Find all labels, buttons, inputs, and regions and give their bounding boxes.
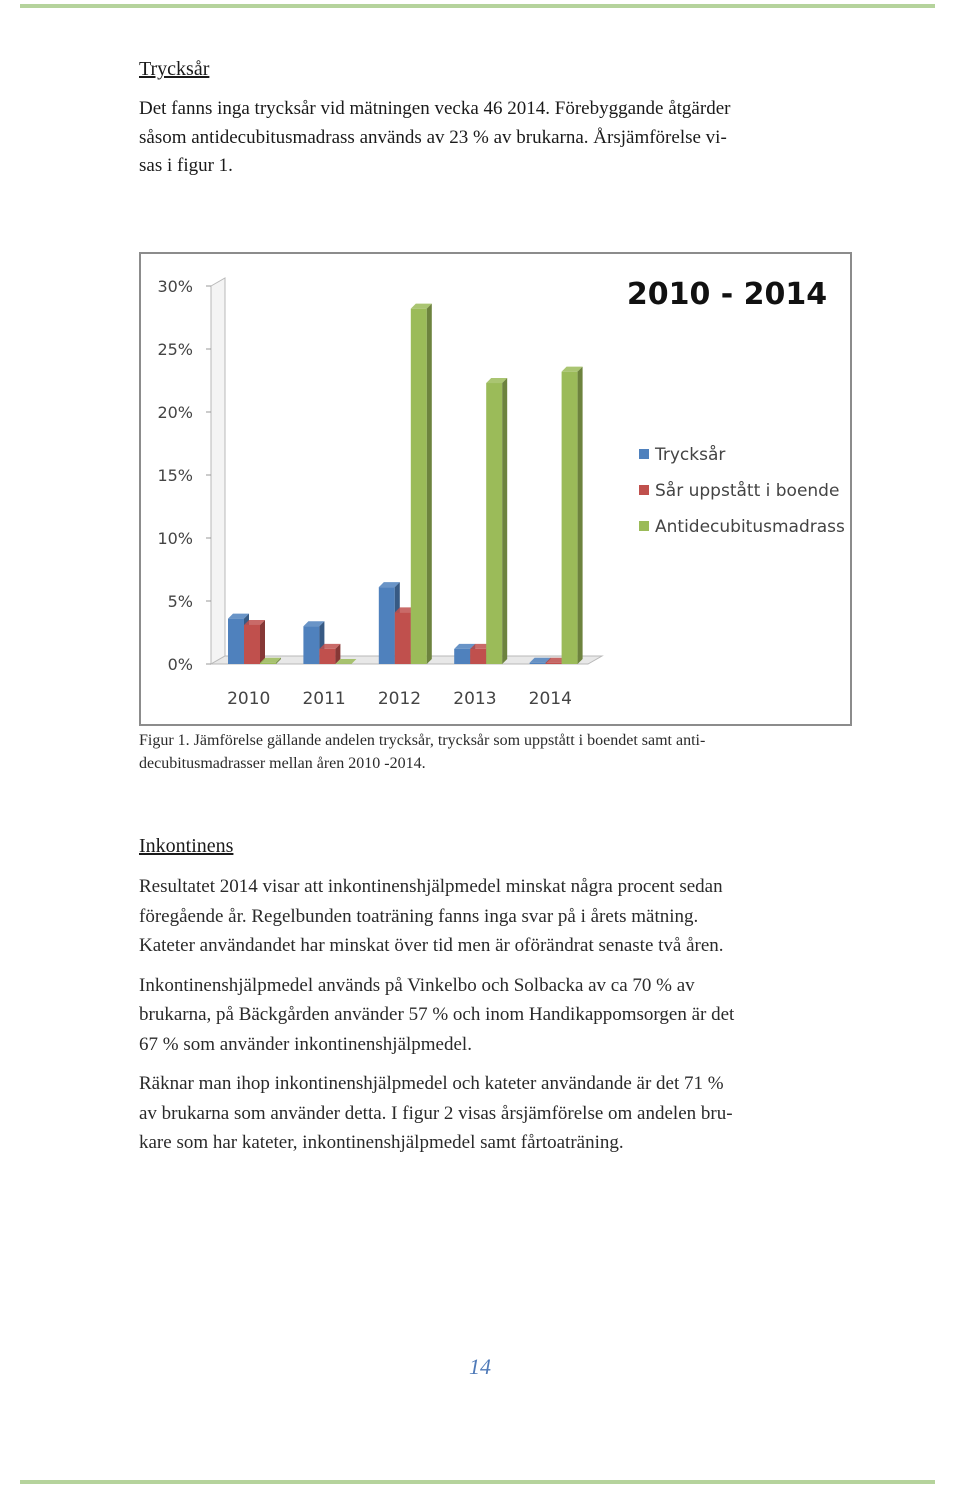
text-line: sas i figur 1. [139, 155, 233, 176]
text-line: såsom antidecubitusmadrass används av 23 % av brukarna. Årsjämförelse vi- [139, 126, 727, 148]
section-heading-inkontinens: Inkontinens [139, 835, 234, 857]
section-heading-trycksar: Trycksår [139, 58, 210, 80]
legend-label: Antidecubitusmadrass [655, 517, 845, 537]
bar [470, 649, 486, 664]
legend-label: Trycksår [655, 445, 726, 465]
y-tick-label: 20% [157, 403, 193, 422]
y-tick-label: 15% [157, 466, 193, 485]
x-tick-label: 2011 [302, 689, 346, 709]
bar [546, 663, 562, 664]
y-tick-label: 30% [157, 277, 193, 296]
x-tick-label: 2012 [377, 689, 422, 709]
y-tick-label: 0% [167, 655, 193, 674]
y-tick-label: 10% [157, 529, 193, 548]
bar [244, 625, 260, 664]
x-tick-label: 2013 [453, 689, 497, 709]
bar [379, 587, 395, 664]
caption-line: Figur 1. Jämförelse gällande andelen trycksår, trycksår som uppstått i boendet samt anti- [139, 732, 706, 749]
bottom-rule [20, 1480, 935, 1484]
bar [228, 619, 244, 664]
text-line: av brukarna som använder detta. I figur 2 visas årsjämförelse om andelen bru- [139, 1102, 733, 1124]
legend-label: Sår uppstått i boende [655, 481, 840, 501]
bar [486, 383, 502, 664]
text-line: Det fanns inga trycksår vid mätningen vecka 46 2014. Förebyggande åtgärder [139, 98, 731, 119]
bar [260, 663, 276, 664]
text-line: Resultatet 2014 visar att inkontinenshjälpmedel minskat några procent sedan [139, 876, 723, 897]
x-tick-label: 2014 [528, 689, 572, 709]
text-line: Kateter användandet har minskat över tid men är oförändrat senaste två åren. [139, 935, 724, 956]
section-trycksar [139, 58, 829, 181]
y-tick-label: 25% [157, 340, 193, 359]
y-tick-label: 5% [167, 592, 193, 611]
figure-caption [139, 729, 829, 775]
left-wall [211, 278, 225, 664]
legend-swatch [639, 485, 649, 495]
bar [530, 663, 546, 664]
text-line: Räknar man ihop inkontinenshjälpmedel och kateter användande är det 71 % [139, 1073, 724, 1094]
paragraph-trycksar [139, 95, 829, 181]
text-line: 67 % som använder inkontinenshjälpmedel. [139, 1033, 472, 1055]
bar [395, 612, 411, 664]
bar [454, 649, 470, 664]
chart-title: 2010 - 2014 [626, 277, 828, 312]
chart-canvas [141, 254, 850, 724]
top-rule [20, 4, 935, 8]
paragraph [139, 1069, 829, 1158]
paragraph [139, 971, 829, 1060]
bar [411, 309, 427, 664]
legend-swatch [639, 521, 649, 531]
bar [562, 372, 578, 664]
bar-chart [139, 252, 852, 726]
bar-side [578, 367, 583, 664]
section-body-inkontinens [139, 872, 829, 1158]
bar-side [427, 304, 432, 664]
section-inkontinens [139, 835, 829, 1168]
bar-side [502, 378, 507, 664]
bar [303, 626, 319, 664]
paragraph [139, 872, 829, 961]
text-line: kare som har kateter, inkontinenshjälpmedel samt fårtoaträning. [139, 1132, 624, 1153]
legend-swatch [639, 449, 649, 459]
x-tick-label: 2010 [227, 689, 271, 709]
text-line: föregående år. Regelbunden toaträning fanns inga svar på i årets mätning. [139, 905, 699, 927]
caption-line: decubitusmadrasser mellan åren 2010 -2014. [139, 755, 426, 772]
bar-side [260, 620, 265, 664]
bar [319, 649, 335, 664]
page-number: 14 [469, 1354, 491, 1379]
text-line: brukarna, på Bäckgården använder 57 % och inom Handikappomsorgen är det [139, 1004, 735, 1025]
text-line: Inkontinenshjälpmedel används på Vinkelbo och Solbacka av ca 70 % av [139, 974, 695, 996]
